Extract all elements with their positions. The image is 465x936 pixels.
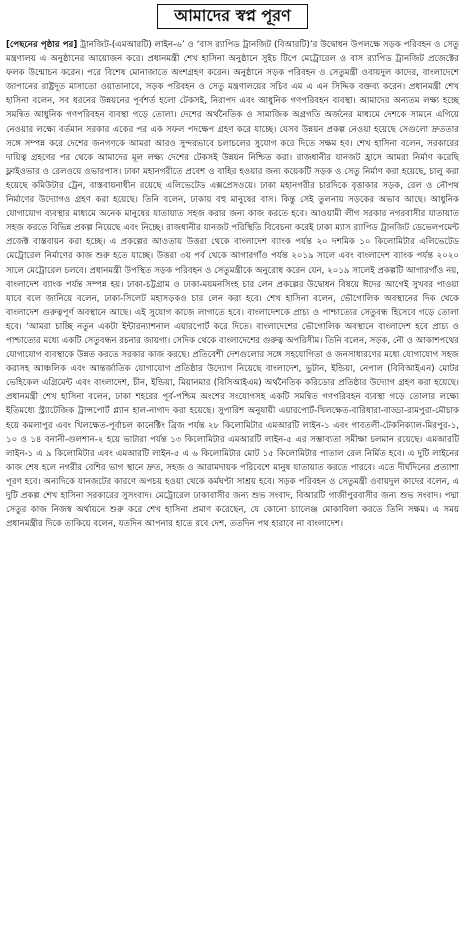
article-body: ট্রানজিট-(এমআরটি) লাইন-৬’ ও ‘বাস র‍্যাপিড ট্রানজিট (বিআরটি)’র উদ্বোধন উপলক্ষে সড়ক পরিবহন ও সেতু মন্ত্রণালয় এ অনুষ্ঠানের আয়োজন করে। প্রধানমন্ত্রী শেখ হাসিনা অনুষ্ঠানে সুইচ টিপে মেট্রোরেল ও বাস র‍্যাপিড ট্রানজিট প্রজেক্টের ফলক উন্মোচন করেন। পরে বিশেষ মোনাজাতে অংশগ্রহণ করেন। অনুষ্ঠানে সড়ক পরিবহন ও সেতুমন্ত্রী ওবায়দুল কাদের, বাংলাদেশে জাপানের রাষ্ট্রদূত মাসাতো ওয়াতানাবে, সড়ক পরিবহন ও সেতু মন্ত্রণালয়ের সচিব এম এ এন সিদ্দিক বক্তব্য করেন। প্রধানমন্ত্রী শেখ হাসিনা বলেন, সব ধরনের উন্নয়নের পূর্বশর্ত হলো টেকসই, নিরাপদ এবং আধুনিক গণপরিবহন ব্যবস্থা। আমাদের অন্যতম লক্ষ্য হচ্ছে সমন্বিত আধুনিক গণপরিবহন ব্যবস্থা গড়ে তোলা। দেশের অর্থনৈতিক ও সামাজিক অগ্রগতি অর্জনের মাধ্যমে দেশকে সামনে এগিয়ে নেওয়ার লক্ষ্যে বর্তমান সরকার একের পর এক সফল পদক্ষেপ গ্রহণ করে যাচ্ছে। যেসব উন্নয়ন প্রকল্প নেওয়া হয়েছে সেগুলো দ্রুততার সঙ্গে সম্পন্ন করে দেশের জনগণকে আমরা আরও সুন্দরভাবে চলাচলের সুযোগ করে দিতে সক্ষম হব। শেখ হাসিনা বলেন, সরকারের দায়িত্ব গ্রহণের পর থেকে আমাদের মূল লক্ষ্য দেশের টেকসই উন্নয়ন নিশ্চিত করা। রাজধানীর যানজট হ্রাসে আমরা নির্মাণ করেছি ফ্লাইওভার ও রেলওয়ে ওভারপাস। ঢাকা মহানগরীতে প্রবেশ ও বাহির হওয়ার জন্য কয়েকটি সড়ক ও সেতু নির্মাণ করা হয়েছে, চালু করা হয়েছে কমিউটার ট্রেন, বাস্তবায়নাধীন রয়েছে এলিভেটেড এক্সপ্রেসওয়ে। ঢাকা মহানগরীর চারদিকে বৃত্তাকার সড়ক, রেল ও নৌপথ নির্মাণের উদ্যোগও গ্রহণ করা হয়েছে। তিনি বলেন, ঢাকায় বহু মানুষের বাস। কিন্তু সেই তুলনায় সড়কের অভাব আছে। আধুনিক যোগাযোগ ব্যবস্থার মাধ্যমে অনেক মানুষের যাতায়াত সহজ করার জন্য কাজ করতে হবে। আওয়ামী লীগ সরকার নগরবাসীর যাতায়াত সহজ করতে বিভিন্ন প্রকল্প নিয়েছে এবং নিচ্ছে। রাজধানীর যানজট পরিস্থিতি বিবেচনা করেই ঢাকা ম্যাস র‍্যাপিড ট্রানজিট ডেভেলপমেন্ট প্রজেক্ট বাস্তবায়ন করা হচ্ছে। এ প্রকল্পের আওতায় উত্তরা থেকে বাংলাদেশ ব্যাংক পর্যন্ত ২০ দশমিক ১০ কিলোমিটার এলিভেটেড মেট্রোরেল নির্মাণের কাজ শুরু হতে যাচ্ছে। উত্তরা ৩য় পর্ব থেকে আগারগাঁও পর্যন্ত ২০১৯ সালে এবং বাংলাদেশ ব্যাংক পর্যন্ত ২০২০ সালে মেট্রোরেল চলবে। প্রধানমন্ত্রী উপস্থিত সড়ক পরিবহন ও সেতুমন্ত্রীকে অনুরোধ করেন যেন, ২০১৯ সালেই প্রকল্পটি আগারগাঁও নয়, বাংলাদেশ ব্যাংক পর্যন্ত সম্পন্ন হয়। ঢাকা-চট্টগ্রাম ও ঢাকা-ময়মনসিংহ চার লেন প্রকল্পের উদ্বোধন বিষয়ে ঈদের আগেই সুখবর পাওয়া যাবে বলে জানিয়ে বলেন, ঢাকা-সিলেট মহাসড়কও চার লেন করা হবে। শেখ হাসিনা বলেন, ভৌগোলিক অবস্থানের দিক থেকে বাংলাদেশ গুরুত্বপূর্ণ অবস্থানে আছে। এই সুযোগ কাজে লাগাতে হবে। বাংলাদেশকে প্রাচ্য ও পাশ্চাত্যের সেতুবন্ধ হিসেবে গড়ে তোলা হবে। ‘আমরা চাচ্ছি নতুন একটা ইন্টারন্যাশনাল এয়ারপোর্ট করে দিতে। বাংলাদেশের ভৌগোলিক অবস্থানে বাংলাদেশ হবে প্রাচ্য ও পাশ্চাত্যের মধ্যে একটি সেতুবন্ধন রচনার জায়গা। সেদিক থেকে বাংলাদেশের গুরুত্ব অপরিসীম। তিনি বলেন, সড়ক, নৌ ও আকাশপথের যোগাযোগ ব্যবস্থাকে উন্নত করতে সরকার কাজ করছে। প্রতিবেশী দেশগুলোর সঙ্গে সহযোগিতা ও জনসাধারণের মধ্যে যোগাযোগ সহজ করাসহ আঞ্চলিক এবং আন্তর্জাতিক যোগাযোগ প্রতিষ্ঠার উদ্যোগ নিয়েছে বাংলাদেশ, ভুটান, ইন্ডিয়া, নেপাল (বিবিআইএন) মোটর ভেহিকেল এগ্রিমেন্ট এবং বাংলাদেশ, চীন, ইন্ডিয়া, মিয়ানমার (বিসিআইএম) অর্থনৈতিক করিডোর প্রতিষ্ঠার উদ্যোগ গ্রহণ করা হয়েছে। প্রধানমন্ত্রী শেখ হাসিনা বলেন, ঢাকা শহরের পূর্ব-পশ্চিম অংশের সংযোগসহ একটি সমন্বিত গণপরিবহন ব্যবস্থা গড়ে তোলার লক্ষ্যে ইতিমধ্যে স্ট্র্যাটেজিক ট্রান্সপোর্ট প্ল্যান হাল-নাগাদ করা হয়েছে। সুপারিশ অনুযায়ী এয়ারপোর্ট-খিলক্ষেত-বারিধারা-বাড্ডা-রামপুরা-মৌচাক হয়ে কমলাপুর এবং খিলক্ষেত-পূর্বাচল কানেক্টিং ব্রিজ পর্যন্ত ২৮ কিলোমিটার এমআরটি লাইন-১ এবং গাবতলী-টেকনিক্যাল-মিরপুর-১, ১০ ও ১৪ বনানী-গুলশান-২ হয়ে ভাটারা পর্যন্ত ১৩ কিলোমিটার এমআরটি লাইন-৫ এর সম্ভাব্যতা সমীক্ষা চলমান রয়েছে। এমআরটি লাইন-১ এ ৯ কিলোমিটার এবং এমআরটি লাইন-৫ এ ৬ কিলোমিটার মোট ১৫ কিলোমিটার পাতাল রেল নির্মিত হবে। এ দুটি লাইনের কাজ শেষ হলে নগরীর বেশির ভাগ স্থানে দ্রুত, সহজ ও আরামদায়ক পরিবেশে মানুষ যাতায়াত করতে পারবে। এতে দীর্ঘদিনের প্রত্যাশা পূরণ হবে। অন্যদিকে যানজটের কারণে অপচয় হওয়া থেকে কর্মঘণ্টা সাশ্রয় হবে। সড়ক পরিবহন ও সেতুমন্ত্রী ওবায়দুল কাদের বলেন, এ দুটি প্রকল্প শেখ হাসিনা সরকারের সুসংবাদ। মেট্রোরেল ঢাকাবাসীর জন্য শুভ সংবাদ, বিআরটি গাজীপুরবাসীর জন্য শুভ সংবাদ। পদ্মা সেতুর কাজ নিজস্ব অর্থায়নে শুরু করে শেখ হাসিনা প্রমাণ করেছেন, যে কোনো চ্যালেঞ্জ মোকাবিলা করতে তিনি সক্ষম। এ সময় প্রধানমন্ত্রীর দিকে তাকিয়ে বলেন, যতদিন আপনার হাতে রবে দেশ, ততদিন পথ হারাবে না বাংলাদেশ। — [6, 40, 459, 530]
article — [6, 38, 459, 531]
headline: আমাদের স্বপ্ন পূরণ — [157, 4, 308, 29]
article-paragraph — [6, 38, 459, 531]
continuation-marker: [পেছনের পৃষ্ঠার পর] — [6, 40, 78, 50]
headline-wrap — [0, 4, 465, 29]
